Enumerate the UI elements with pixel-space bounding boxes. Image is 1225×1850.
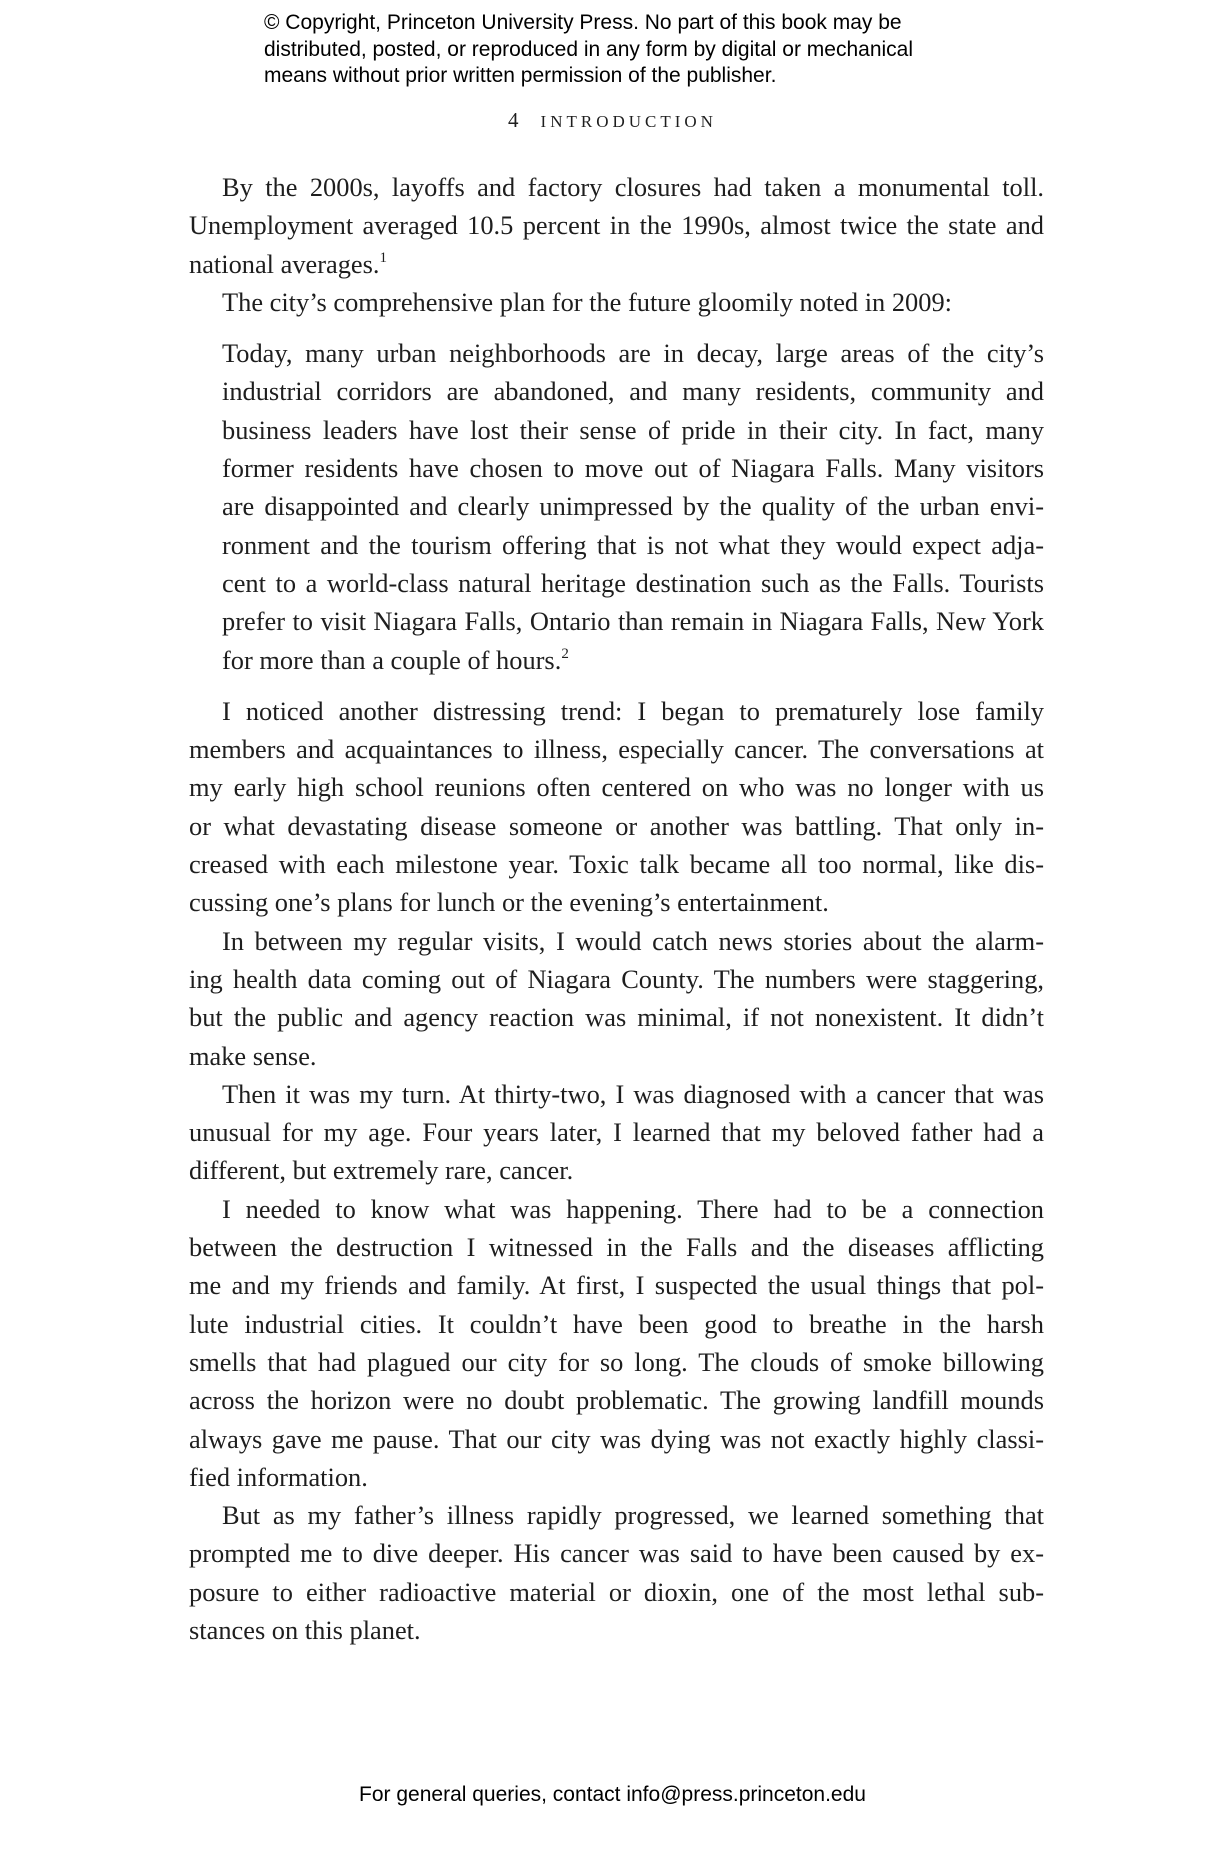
quote-line: industrial corridors are abandoned, and many residents, community and (222, 376, 1044, 407)
text-line (189, 245, 1044, 283)
quote-line: are disappointed and clearly unimpressed by the quality of the urban envi- (222, 491, 1044, 522)
text-line: Unemployment averaged 10.5 percent in the 1990s, almost twice the state and (189, 210, 1044, 241)
paragraph (189, 922, 1044, 1075)
text-line: stances on this planet. (189, 1614, 421, 1645)
text-line-content: national averages. (189, 248, 380, 279)
text-line: me and my friends and family. At first, I suspected the usual things that pol- (189, 1270, 1044, 1301)
footnote-marker: 1 (379, 249, 388, 266)
running-head (0, 108, 1225, 133)
text-line: fied information. (189, 1461, 368, 1492)
text-line: ing health data coming out of Niagara County. The numbers were staggering, (189, 963, 1044, 994)
quote-line: ronment and the tourism offering that is not what they would expect adja- (222, 529, 1044, 560)
quote-line: Today, many urban neighborhoods are in decay, large areas of the city’s (222, 338, 1044, 369)
text-line: posure to either radioactive material or dioxin, one of the most lethal sub- (189, 1576, 1044, 1607)
text-line: I noticed another distressing trend: I began to prematurely lose family (222, 695, 1044, 726)
paragraph (189, 1496, 1044, 1649)
text-line: unusual for my age. Four years later, I learned that my beloved father had a (189, 1117, 1044, 1148)
text-line: across the horizon were no doubt problematic. The growing landfill mounds (189, 1385, 1044, 1416)
text-line: lute industrial cities. It couldn’t have been good to breathe in the harsh (189, 1308, 1044, 1339)
text-line: make sense. (189, 1040, 317, 1071)
quote-line (222, 641, 1044, 679)
text-line: smells that had plagued our city for so long. The clouds of smoke billowing (189, 1346, 1044, 1377)
text-line: By the 2000s, layoffs and factory closures had taken a monumental toll. (222, 172, 1044, 202)
text-line: I needed to know what was happening. There had to be a connection (222, 1193, 1044, 1224)
text-line-content: for more than a couple of hours. (222, 644, 562, 675)
text-line: my early high school reunions often centered on who was no longer with us (189, 772, 1044, 803)
paragraph (189, 1190, 1044, 1496)
text-line: The city’s comprehensive plan for the future gloomily noted in 2009: (222, 286, 952, 317)
paragraph (189, 1075, 1044, 1190)
copyright-line: means without prior written permission of the publisher. (264, 64, 777, 87)
body-text (189, 168, 1044, 1649)
paragraph (189, 692, 1044, 922)
paragraph (189, 283, 1044, 321)
quote-line: cent to a world-class natural heritage destination such as the Falls. Tourists (222, 567, 1044, 598)
paragraph (189, 168, 1044, 283)
footer-contact: For general queries, contact info@press.princeton.edu (359, 1783, 866, 1806)
text-line: but the public and agency reaction was minimal, if not nonexistent. It didn’t (189, 1002, 1044, 1033)
text-line: But as my father’s illness rapidly progressed, we learned something that (222, 1500, 1044, 1531)
text-line: prompted me to dive deeper. His cancer was said to have been caused by ex- (189, 1538, 1044, 1569)
quote-line: prefer to visit Niagara Falls, Ontario than remain in Niagara Falls, New York (222, 606, 1044, 637)
text-line: In between my regular visits, I would catch news stories about the alarm- (222, 925, 1044, 956)
text-line: creased with each milestone year. Toxic talk became all too normal, like dis- (189, 849, 1044, 880)
copyright-line: distributed, posted, or reproduced in any form by digital or mechanical (264, 37, 914, 61)
page-number: 4 (508, 108, 519, 132)
text-line: between the destruction I witnessed in the Falls and the diseases afflicting (189, 1232, 1044, 1263)
quote-line: former residents have chosen to move out of Niagara Falls. Many visitors (222, 453, 1044, 484)
text-line: always gave me pause. That our city was dying was not exactly highly classi- (189, 1423, 1044, 1454)
text-line: different, but extremely rare, cancer. (189, 1155, 574, 1186)
copyright-line: © Copyright, Princeton University Press. No part of this book may be (264, 11, 902, 34)
block-quote (189, 334, 1044, 679)
section-title: INTRODUCTION (540, 112, 717, 131)
footnote-marker: 2 (561, 645, 569, 662)
text-line: or what devastating disease someone or another was battling. That only in- (189, 810, 1044, 841)
text-line: members and acquaintances to illness, especially cancer. The conversations at (189, 734, 1044, 765)
text-line: cussing one’s plans for lunch or the evening’s entertainment. (189, 887, 829, 918)
quote-line: business leaders have lost their sense of pride in their city. In fact, many (222, 414, 1044, 445)
copyright-notice (264, 10, 1024, 90)
text-line: Then it was my turn. At thirty-two, I was diagnosed with a cancer that was (222, 1078, 1044, 1109)
